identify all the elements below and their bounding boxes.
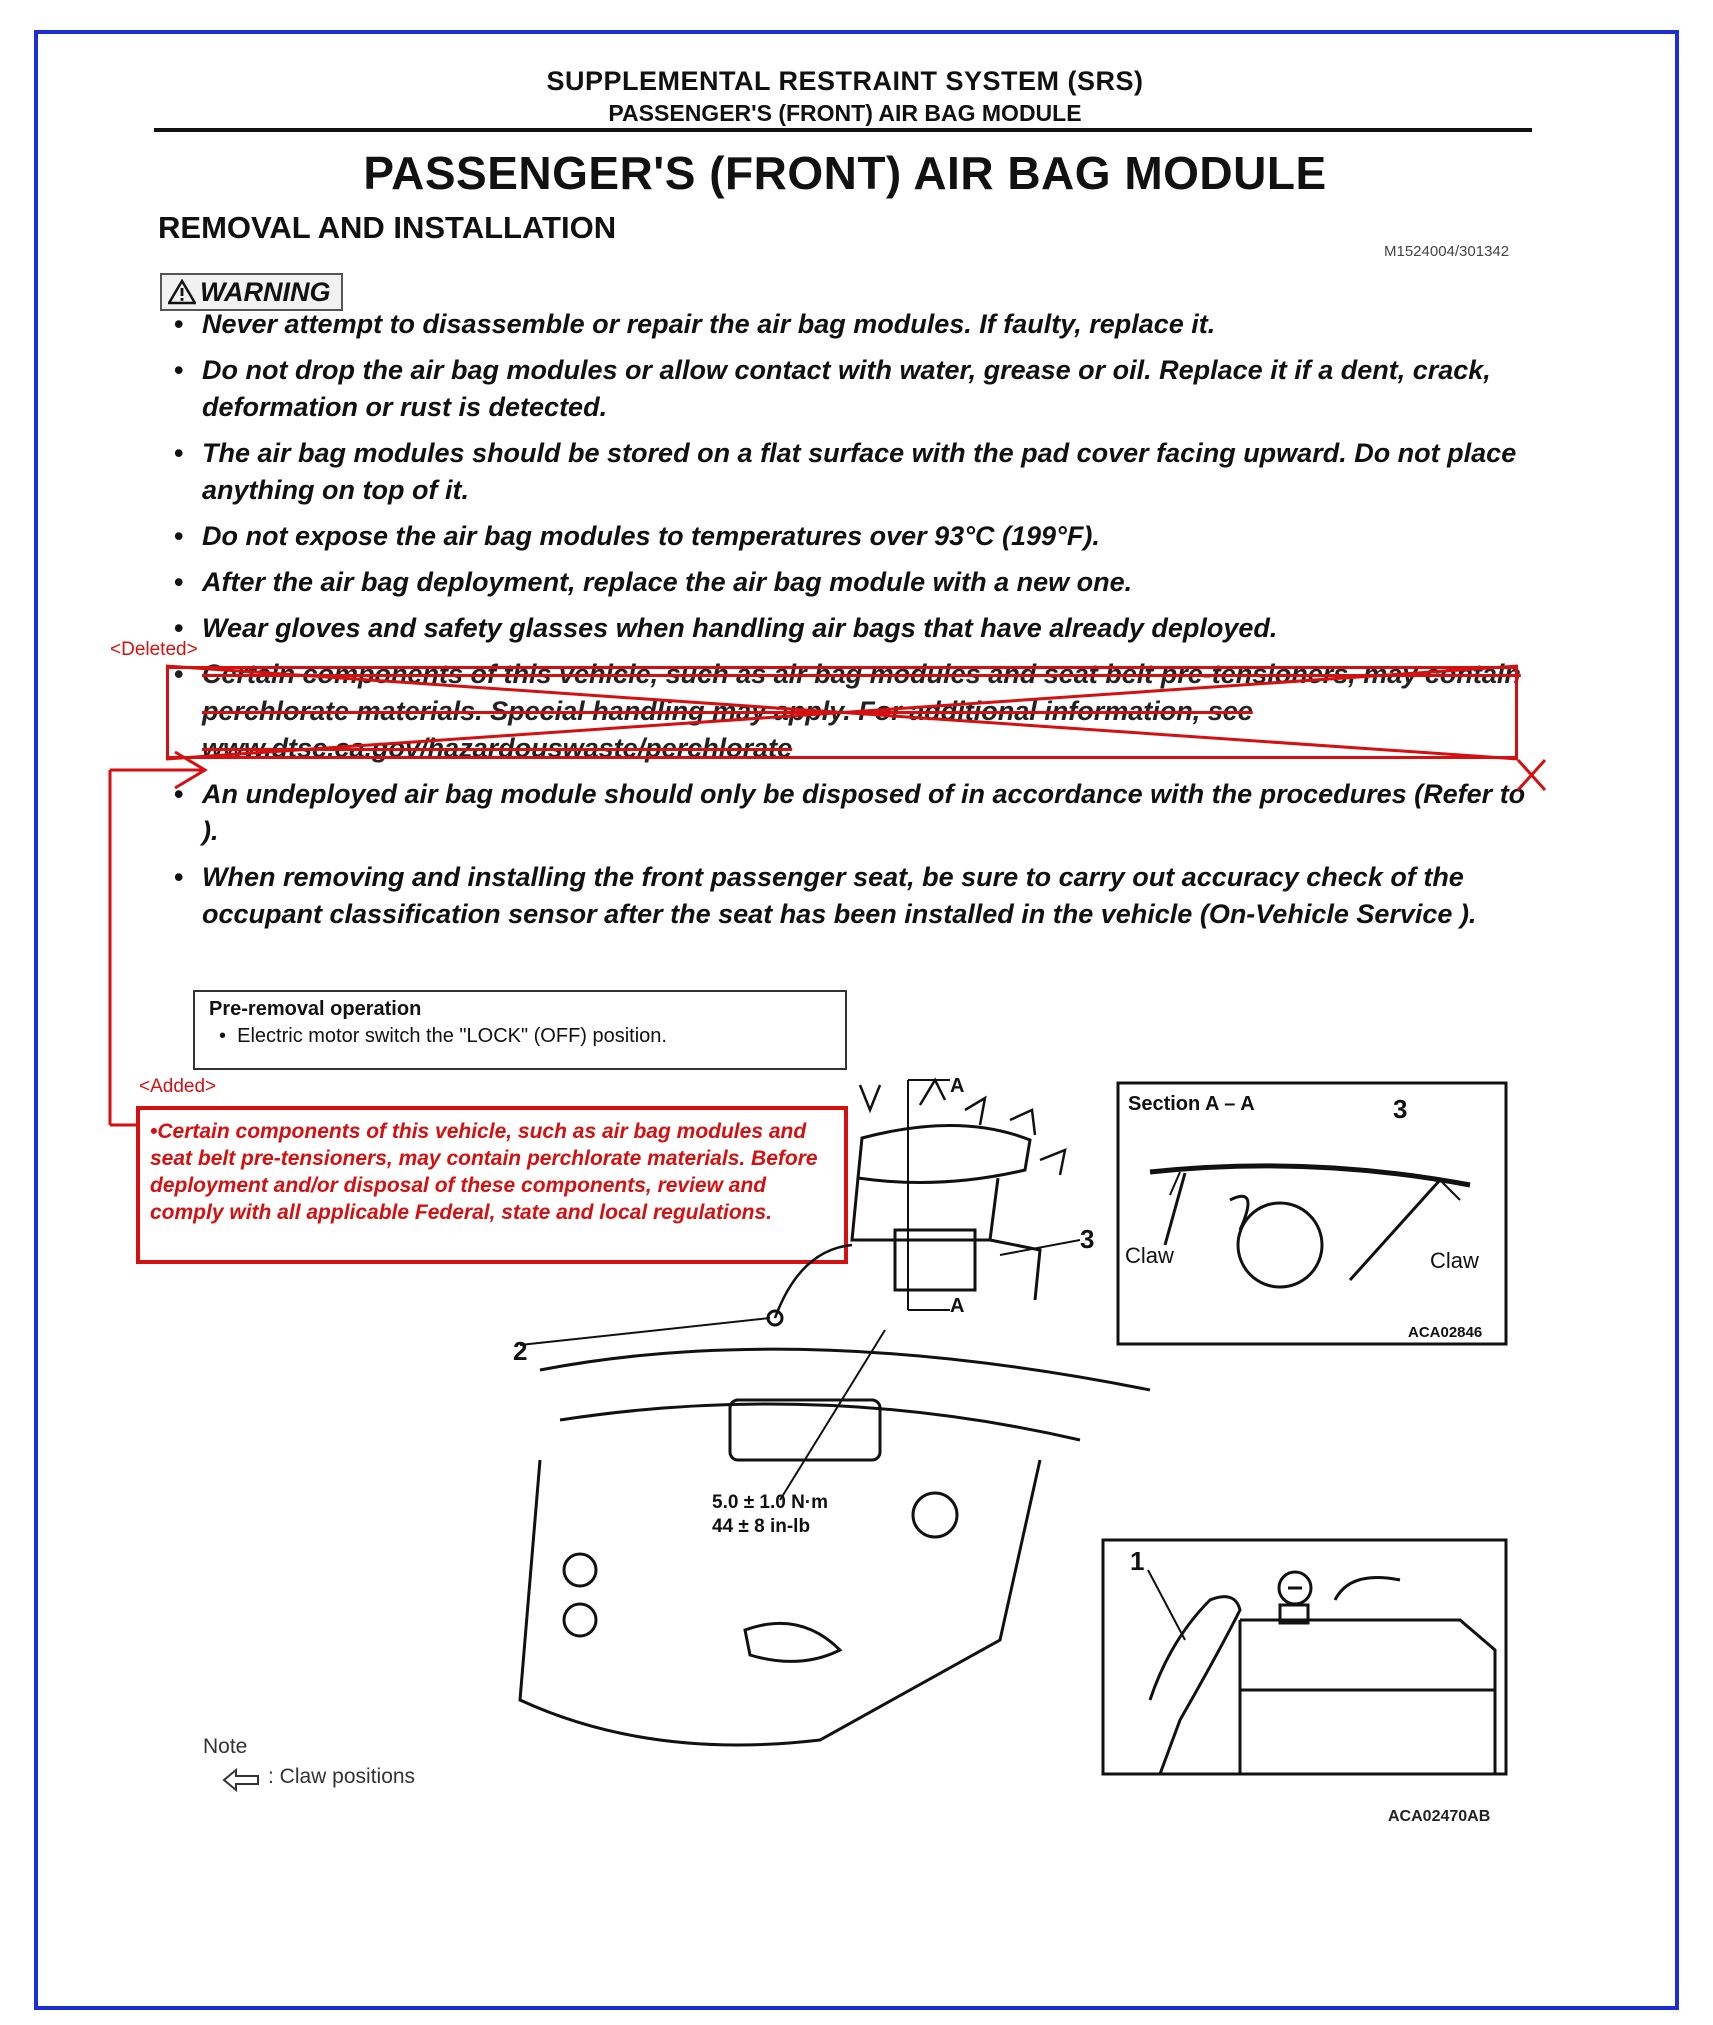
battery-inset (1103, 1540, 1506, 1774)
inset-callout-3: 3 (1393, 1094, 1408, 1124)
header-system: SUPPLEMENTAL RESTRAINT SYSTEM (SRS) (546, 66, 1144, 96)
deleted-label: <Deleted> (110, 639, 198, 660)
added-label: <Added> (139, 1076, 217, 1097)
claw-arrow-icon (224, 1770, 258, 1790)
page-subtitle: REMOVAL AND INSTALLATION (158, 210, 617, 245)
list-item: • An undeployed air bag module should only be disposed of in accordance with the procedures (Refer to ). (174, 779, 1526, 846)
markup-arrows (110, 666, 1545, 1125)
torque-metric: 5.0 ± 1.0 N·m (712, 1492, 829, 1513)
note-label: Note (203, 1735, 248, 1758)
page-title: PASSENGER'S (FRONT) AIR BAG MODULE (363, 147, 1327, 199)
section-label: Section A – A (1128, 1093, 1255, 1115)
added-markup-box: •Certain components of this vehicle, such as air bag modules and seat belt pre-tensioners, may contain perchlorate materials. Before deployment and/or disposal of these components, review and comply with all applicable Federal, state and local regulations. (136, 1106, 848, 1264)
callout-3: 3 (1080, 1224, 1095, 1254)
figure-code: ACA02470AB (1388, 1808, 1491, 1825)
torque-imperial: 44 ± 8 in-lb (712, 1516, 811, 1537)
callout-1: 1 (1130, 1546, 1145, 1576)
claw-label-left: Claw (1125, 1243, 1174, 1268)
section-marker-a-top: A (950, 1075, 965, 1097)
list-item: • Never attempt to disassemble or repair the air bag modules. If faulty, replace it. (174, 309, 1216, 339)
document-id: M1524004/301342 (1384, 243, 1510, 260)
header-section: PASSENGER'S (FRONT) AIR BAG MODULE (608, 100, 1082, 126)
note-claw-positions: : Claw positions (268, 1765, 416, 1788)
list-item: • After the air bag deployment, replace the air bag module with a new one. (174, 567, 1133, 597)
list-item: • Do not drop the air bag modules or allow contact with water, grease or oil. Replace it if a dent, crack, deformation or rust is detected. (174, 355, 1491, 422)
warning-label: WARNING (200, 277, 331, 307)
claw-label-right: Claw (1430, 1248, 1479, 1273)
section-inset (1118, 1083, 1506, 1344)
deleted-list-item: • Certain components of this vehicle, such as air bag modules and seat belt pre-tensioners, may contain perchlorate materials. Special handling may apply. For additional information, see www.dtsc.ca.gov/hazardouswaste/perchlorate (174, 659, 1521, 763)
list-item: • Wear gloves and safety glasses when handling air bags that have already deployed. (174, 613, 1278, 643)
pre-removal-item: • Electric motor switch the "LOCK" (OFF) position. (219, 1025, 667, 1047)
callout-2: 2 (513, 1336, 528, 1366)
airbag-module-drawing (520, 1080, 1150, 1745)
list-item: • When removing and installing the front passenger seat, be sure to carry out accuracy check of the occupant classification sensor after the seat has been installed in the vehicle (On-Vehicle Service ). (174, 862, 1477, 929)
inset-code: ACA02846 (1408, 1324, 1483, 1341)
section-marker-a-bottom: A (950, 1295, 965, 1317)
list-item: • The air bag modules should be stored on a flat surface with the pad cover facing upward. Do not place anything on top of it. (174, 438, 1517, 505)
pre-removal-heading: Pre-removal operation (209, 998, 422, 1020)
list-item: • Do not expose the air bag modules to temperatures over 93°C (199°F). (174, 521, 1100, 551)
